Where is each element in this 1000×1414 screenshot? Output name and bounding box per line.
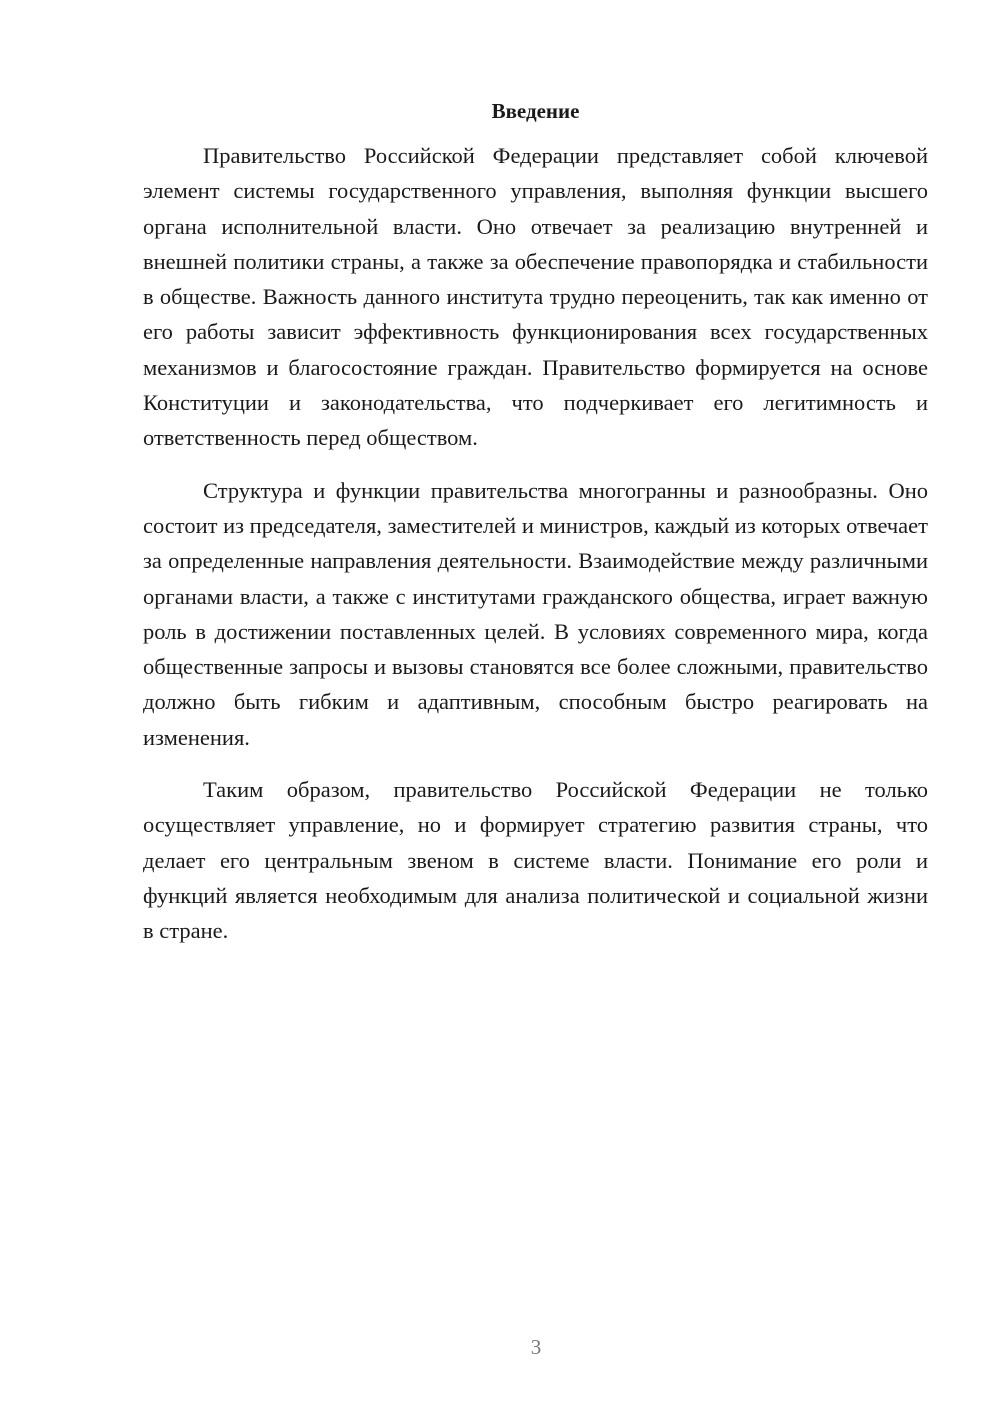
page-number: 3 [530, 1335, 542, 1359]
paragraph-3: Таким образом, правительство Российской Федерации не только осуществляет управление, но и формирует стратегию развития страны, что делает его центральным звеном в системе власти. Понимание его роли и функций является необходимым для анализа политической и социальной жизни в стране. [143, 777, 928, 944]
page-content [143, 96, 928, 949]
paragraph-1: Правительство Российской Федерации представляет собой ключевой элемент системы государственного управления, выполняя функции высшего органа исполнительной власти. Оно отвечает за реализацию внутренней и внешней политики страны, а также за обеспечение правопорядка и стабильности в обществе. Важность данного института трудно переоценить, так как именно от его работы зависит эффективность функционирования всех государственных механизмов и благосостояние граждан. Правительство формируется на основе Конституции и законодательства, что подчеркивает его легитимность и ответственность перед обществом. [143, 143, 928, 451]
section-title: Введение [491, 99, 580, 123]
paragraph-2: Структура и функции правительства многогранны и разнообразны. Оно состоит из председателя, заместителей и министров, каждый из которых отвечает за определенные направления деятельности. Взаимодействие между различными органами власти, а также с институтами гражданского общества, играет важную роль в достижении поставленных целей. В условиях современного мира, когда общественные запросы и вызовы становятся все более сложными, правительство должно быть гибким и адаптивным, способным быстро реагировать на изменения. [143, 477, 928, 750]
